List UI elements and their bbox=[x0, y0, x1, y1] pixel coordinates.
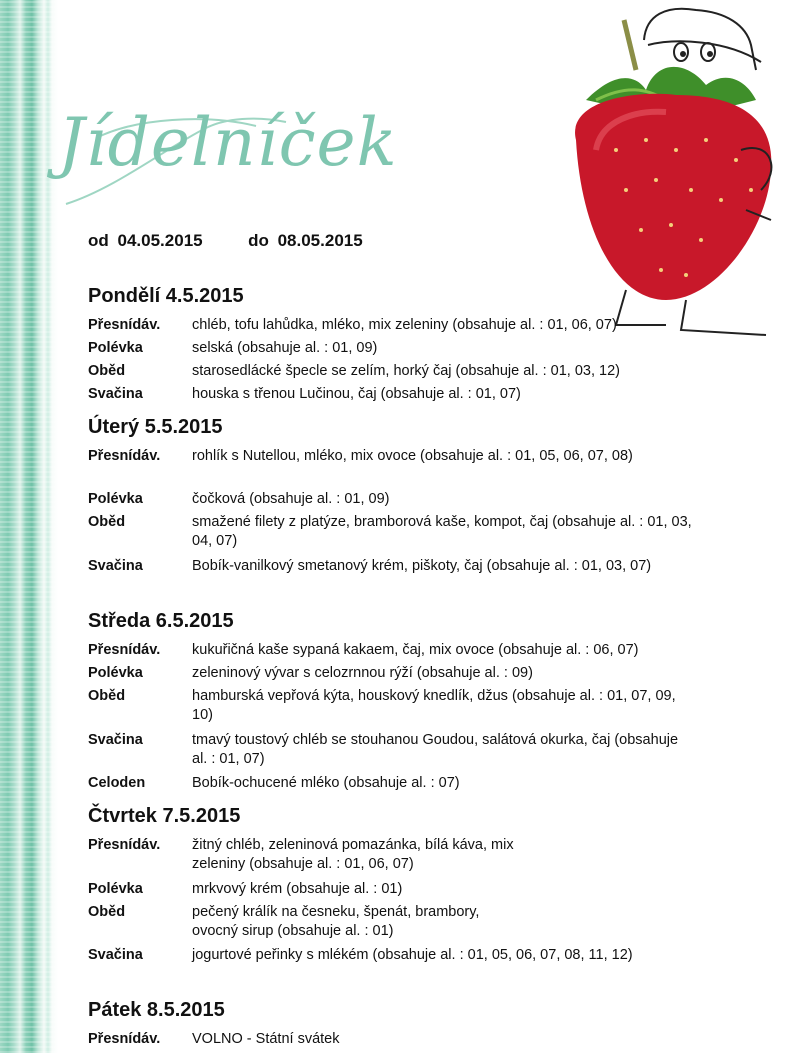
meal-label: Svačina bbox=[88, 947, 143, 963]
meal-label: Oběd bbox=[88, 514, 126, 530]
meal-label: Svačina bbox=[88, 732, 143, 748]
meal-label: Polévka bbox=[88, 340, 143, 356]
meal-text: Bobík-vanilkový smetanový krém, piškoty, čaj (obsahuje al. : 01, 03, 07) bbox=[192, 558, 652, 574]
meal-text: Bobík-ochucené mléko (obsahuje al. : 07) bbox=[192, 775, 460, 791]
meal-text: smažené filety z platýze, bramborová kaše, kompot, čaj (obsahuje al. : 01, 03, 04, 07) bbox=[192, 514, 692, 549]
meal-text: mrkvový krém (obsahuje al. : 01) bbox=[192, 881, 403, 897]
meal-text: čočková (obsahuje al. : 01, 09) bbox=[192, 491, 390, 507]
meal-label: Oběd bbox=[88, 363, 126, 379]
from-date: 04.05.2015 bbox=[117, 231, 203, 250]
meal-text: tmavý toustový chléb se stouhanou Goudou, salátová okurka, čaj (obsahuje al. : 01, 07) bbox=[192, 732, 679, 767]
meal-text: VOLNO - Státní svátek bbox=[192, 1031, 340, 1047]
to-label: do bbox=[248, 231, 269, 250]
meal-text: houska s třenou Lučinou, čaj (obsahuje al. : 01, 07) bbox=[192, 386, 521, 402]
meal-label: Polévka bbox=[88, 881, 143, 897]
meal-label: Oběd bbox=[88, 688, 126, 704]
meal-label: Polévka bbox=[88, 665, 143, 681]
meal-label: Přesnídáv. bbox=[88, 448, 161, 464]
meal-text: žitný chléb, zeleninová pomazánka, bílá káva, mix zeleniny (obsahuje al. : 01, 06, 07) bbox=[192, 837, 514, 872]
meal-text: selská (obsahuje al. : 01, 09) bbox=[192, 340, 378, 356]
decorative-stripe bbox=[0, 0, 58, 1053]
meal-text: zeleninový vývar s celozrnnou rýží (obsahuje al. : 09) bbox=[192, 665, 533, 681]
meal-text: rohlík s Nutellou, mléko, mix ovoce (obsahuje al. : 01, 05, 06, 07, 08) bbox=[192, 448, 633, 464]
meal-label: Celoden bbox=[88, 775, 146, 791]
meal-text: starosedlácké špecle se zelím, horký čaj (obsahuje al. : 01, 03, 12) bbox=[192, 363, 620, 379]
meal-label: Polévka bbox=[88, 491, 143, 507]
from-label: od bbox=[88, 231, 109, 250]
day-heading: Čtvrtek 7.5.2015 bbox=[88, 805, 241, 827]
meal-label: Přesnídáv. bbox=[88, 837, 161, 853]
meal-label: Přesnídáv. bbox=[88, 1031, 161, 1047]
day-heading: Úterý 5.5.2015 bbox=[88, 416, 223, 438]
meal-label: Svačina bbox=[88, 386, 143, 402]
meal-text: chléb, tofu lahůdka, mléko, mix zeleniny (obsahuje al. : 01, 06, 07) bbox=[192, 317, 617, 333]
meal-label: Přesnídáv. bbox=[88, 642, 161, 658]
meal-text: pečený králík na česneku, špenát, brambory, ovocný sirup (obsahuje al. : 01) bbox=[192, 904, 480, 939]
meal-label: Přesnídáv. bbox=[88, 317, 161, 333]
day-heading: Středa 6.5.2015 bbox=[88, 610, 234, 632]
to-date: 08.05.2015 bbox=[277, 231, 363, 250]
date-range bbox=[88, 231, 367, 251]
meal-text: hamburská vepřová kýta, houskový knedlík, džus (obsahuje al. : 01, 07, 09, 10) bbox=[192, 688, 676, 723]
strawberry-mascot-illustration bbox=[556, 0, 786, 345]
meal-text: jogurtové peřinky s mlékém (obsahuje al. : 01, 05, 06, 07, 08, 11, 12) bbox=[192, 947, 633, 963]
meal-label: Svačina bbox=[88, 558, 143, 574]
day-heading: Pondělí 4.5.2015 bbox=[88, 285, 244, 307]
meal-label: Oběd bbox=[88, 904, 126, 920]
page-title: Jídelníček bbox=[58, 104, 398, 181]
meal-text: kukuřičná kaše sypaná kakaem, čaj, mix ovoce (obsahuje al. : 06, 07) bbox=[192, 642, 639, 658]
day-heading: Pátek 8.5.2015 bbox=[88, 999, 225, 1021]
